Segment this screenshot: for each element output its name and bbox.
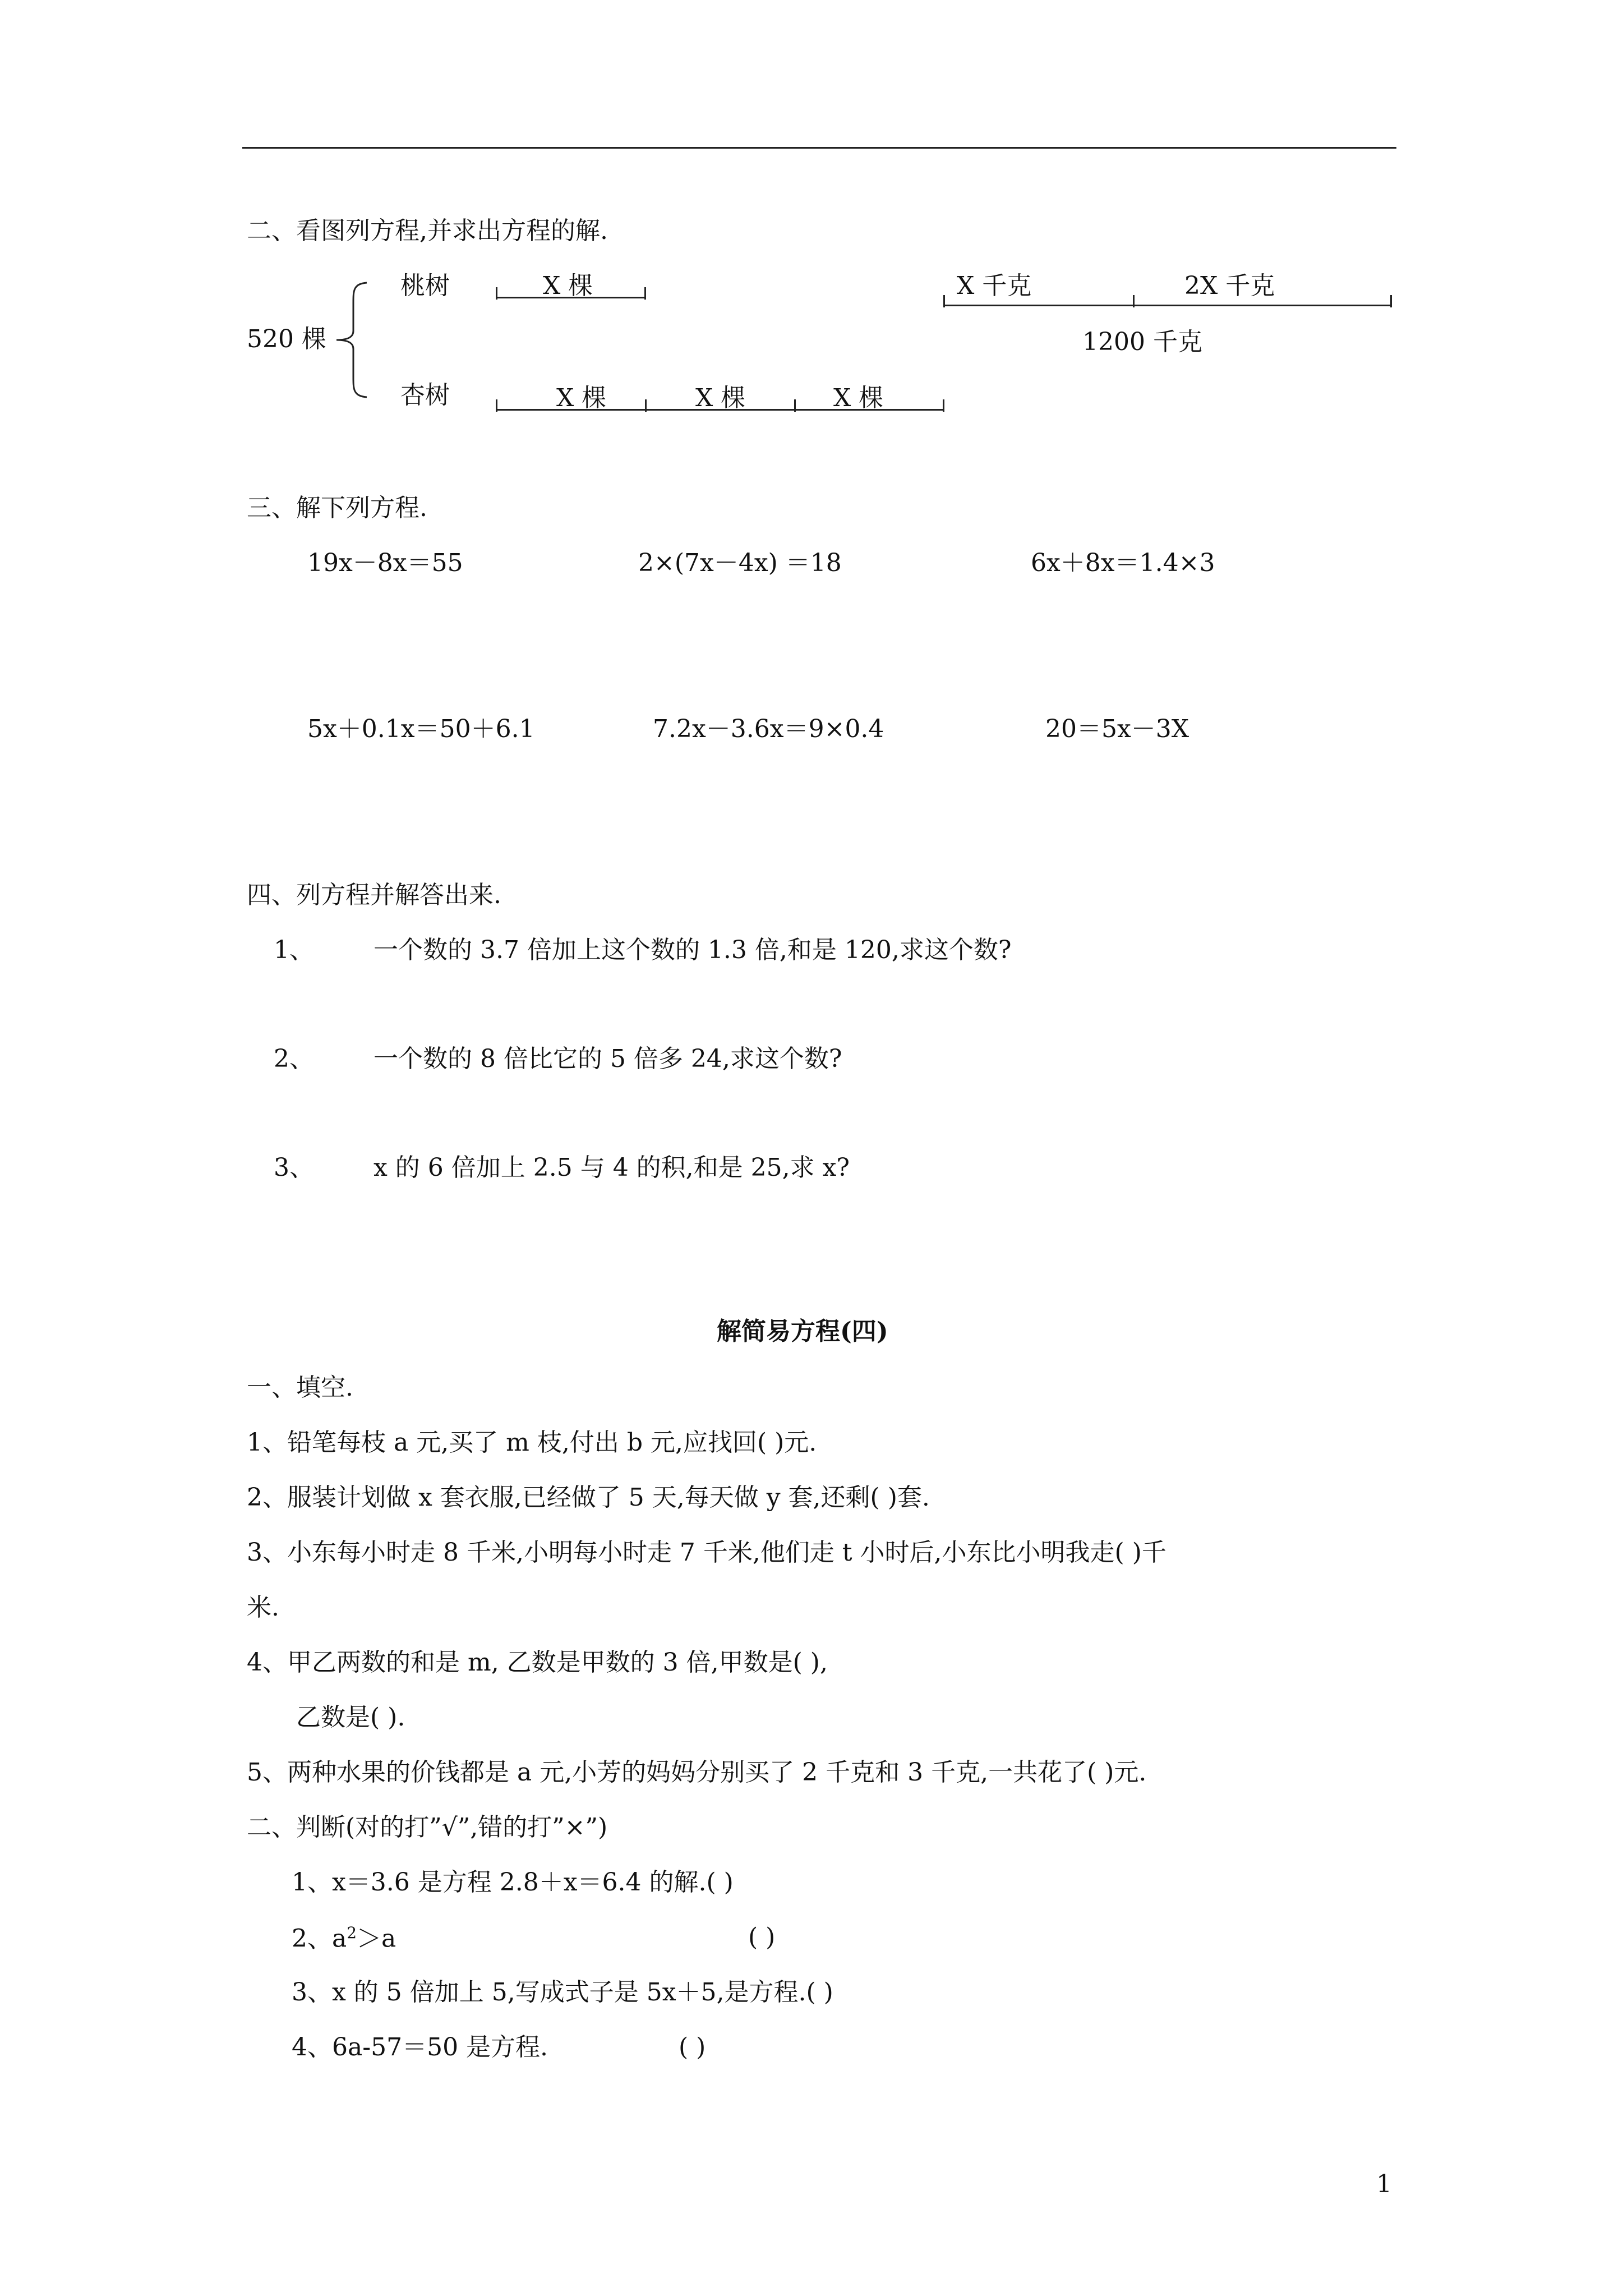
judge-item: 4、6a-57＝50 是方程. — [292, 2033, 548, 2062]
fill-item: 乙数是( ). — [296, 1703, 405, 1732]
2x-kg-label: 2X 千克 — [1184, 272, 1275, 300]
part-title: 解简易方程(四) — [717, 1317, 888, 1346]
judge-parens: ( ) — [679, 2033, 706, 2062]
apricot-label: 杏树 — [400, 381, 450, 409]
peach-x-label: X 棵 — [543, 272, 593, 300]
fill-item: 3、小东每小时走 8 千米,小明每小时走 7 千米,他们走 t 小时后,小东比小明我走( )千 — [247, 1538, 1166, 1567]
judge-item — [292, 1925, 396, 1952]
apricot-tick-0 — [496, 399, 497, 412]
kg-tick-left — [943, 295, 945, 307]
problem-text: x 的 6 倍加上 2.5 与 4 的积,和是 25,求 x? — [374, 1153, 850, 1182]
fill-item: 4、甲乙两数的和是 m, 乙数是甲数的 3 倍,甲数是( ), — [247, 1648, 828, 1677]
fill-heading: 一、填空. — [247, 1373, 353, 1402]
problem-number: 2、 — [274, 1045, 314, 1073]
superscript: 2 — [347, 1924, 357, 1942]
section2-heading: 二、看图列方程,并求出方程的解. — [247, 217, 608, 245]
problem-number: 3、 — [274, 1153, 314, 1182]
page-number: 1 — [1376, 2170, 1392, 2198]
judge-heading: 二、判断(对的打”√”,错的打”×”) — [247, 1813, 608, 1842]
apricot-x-label-3: X 棵 — [833, 384, 884, 412]
fill-item: 2、服装计划做 x 套衣服,已经做了 5 天,每天做 y 套,还剩( )套. — [247, 1483, 930, 1512]
peach-label: 桃树 — [400, 272, 450, 300]
section4-heading: 四、列方程并解答出来. — [247, 881, 501, 909]
section3-heading: 三、解下列方程. — [247, 494, 427, 522]
problem-text: 一个数的 3.7 倍加上这个数的 1.3 倍,和是 120,求这个数? — [374, 936, 1012, 964]
kg-tick-mid — [1133, 295, 1135, 307]
equation: 7.2x－3.6x＝9×0.4 — [653, 715, 884, 743]
total-kg-label: 1200 千克 — [1082, 328, 1202, 356]
judge-item-part: ＞a — [357, 1924, 396, 1953]
header-rule — [242, 147, 1396, 149]
judge-parens: ( ) — [748, 1923, 776, 1952]
apricot-x-label-2: X 棵 — [695, 384, 746, 412]
peach-tick-left — [496, 287, 497, 300]
problem-text: 一个数的 8 倍比它的 5 倍多 24,求这个数? — [374, 1045, 842, 1073]
judge-item: 1、x＝3.6 是方程 2.8＋x＝6.4 的解.( ) — [292, 1868, 734, 1897]
equation: 5x＋0.1x＝50＋6.1 — [307, 715, 535, 743]
fill-item: 5、两种水果的价钱都是 a 元,小芳的妈妈分别买了 2 千克和 3 千克,一共花了( )元. — [247, 1758, 1147, 1787]
apricot-tick-2 — [794, 399, 796, 412]
peach-tick-right — [644, 287, 646, 300]
equation: 19x－8x＝55 — [307, 549, 463, 577]
judge-item-part: 2、a — [292, 1924, 347, 1953]
apricot-tick-3 — [943, 399, 944, 412]
problem-number: 1、 — [274, 936, 314, 964]
judge-item: 3、x 的 5 倍加上 5,写成式子是 5x＋5,是方程.( ) — [292, 1978, 833, 2007]
kg-tick-right — [1390, 295, 1392, 307]
apricot-x-label-1: X 棵 — [556, 384, 607, 412]
x-kg-label: X 千克 — [957, 272, 1032, 300]
fill-item: 1、铅笔每枝 a 元,买了 m 枝,付出 b 元,应找回( )元. — [247, 1428, 817, 1457]
equation: 20＝5x－3X — [1045, 715, 1189, 743]
left-brace — [332, 280, 371, 399]
equation: 6x＋8x＝1.4×3 — [1031, 549, 1215, 577]
equation: 2×(7x－4x) ＝18 — [638, 549, 842, 577]
tree-total-label: 520 棵 — [247, 325, 326, 353]
apricot-tick-1 — [645, 399, 647, 412]
fill-item: 米. — [247, 1593, 279, 1622]
